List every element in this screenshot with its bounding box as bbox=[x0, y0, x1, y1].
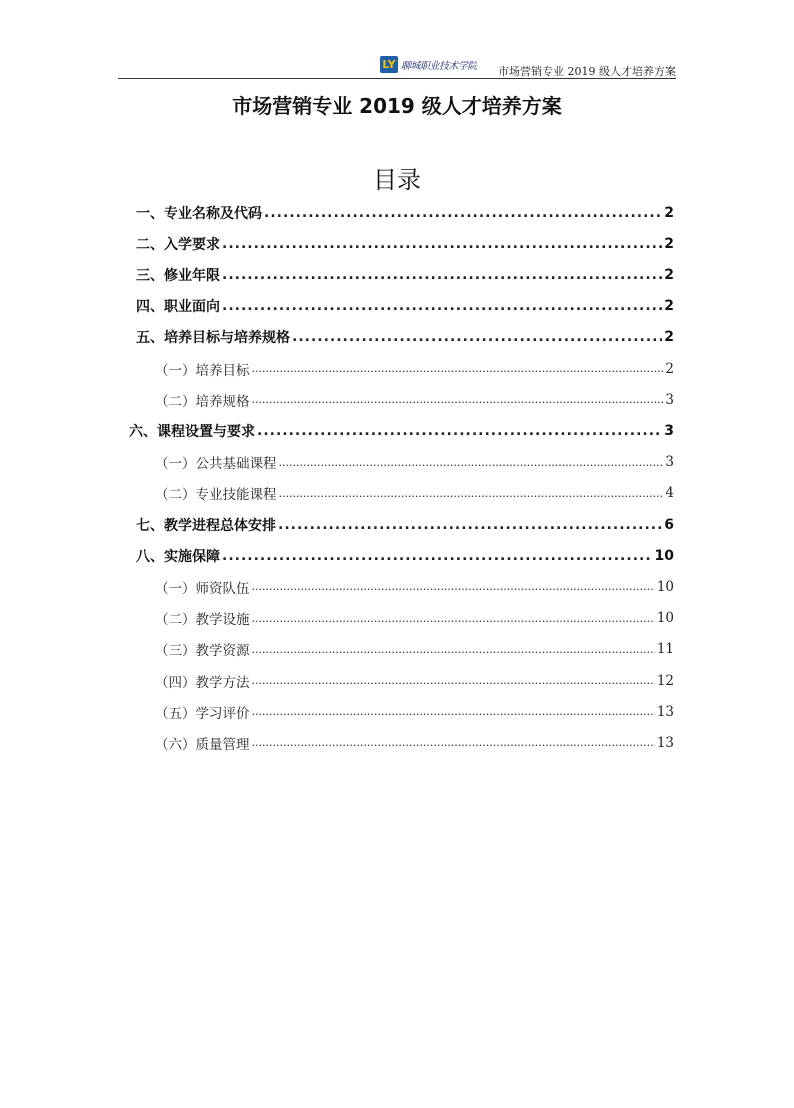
toc-entry[interactable] bbox=[136, 259, 674, 290]
toc-entry[interactable] bbox=[136, 540, 674, 571]
toc-entry[interactable] bbox=[155, 571, 674, 602]
toc-page-number: 13 bbox=[656, 703, 674, 720]
toc-leader-dots bbox=[264, 205, 662, 221]
toc-entry[interactable] bbox=[136, 291, 674, 322]
toc-leader-dots bbox=[252, 674, 655, 687]
toc-leader-dots bbox=[252, 393, 664, 406]
toc-page-number: 3 bbox=[665, 391, 674, 408]
toc-entry-label: （二）专业技能课程 bbox=[155, 487, 277, 504]
toc-page-number: 3 bbox=[664, 422, 674, 439]
toc-entry-label: （四）教学方法 bbox=[155, 674, 250, 691]
toc-page-number: 6 bbox=[664, 516, 674, 533]
toc-entry-label: （二）培养规格 bbox=[155, 393, 250, 410]
toc-entry-label: 四、职业面向 bbox=[136, 299, 220, 316]
toc-entry-label: 七、教学进程总体安排 bbox=[136, 517, 276, 534]
toc-page-number: 2 bbox=[664, 266, 674, 283]
header-divider bbox=[118, 78, 676, 79]
toc-entry-label: 一、专业名称及代码 bbox=[136, 205, 262, 222]
toc-entry-label: （一）培养目标 bbox=[155, 362, 250, 379]
toc-page-number: 2 bbox=[665, 360, 674, 377]
toc-entry[interactable] bbox=[155, 384, 674, 415]
toc-page-number: 11 bbox=[656, 641, 674, 658]
toc-leader-dots bbox=[279, 456, 664, 469]
toc-leader-dots bbox=[278, 517, 662, 533]
toc-leader-dots bbox=[252, 643, 655, 656]
toc-page-number: 2 bbox=[664, 298, 674, 315]
logo-text: 聊城职业技术学院 bbox=[401, 61, 477, 72]
toc-leader-dots bbox=[222, 236, 662, 252]
toc-entry[interactable] bbox=[155, 696, 674, 727]
toc-page-number: 4 bbox=[665, 485, 674, 502]
toc-entry[interactable] bbox=[136, 509, 674, 540]
toc-entry[interactable] bbox=[129, 415, 674, 446]
toc-entry[interactable] bbox=[155, 634, 674, 665]
toc-heading: 目录 bbox=[373, 166, 421, 194]
toc-page-number: 2 bbox=[664, 329, 674, 346]
toc-entry-label: （三）教学资源 bbox=[155, 643, 250, 660]
toc-entry[interactable] bbox=[136, 197, 674, 228]
toc-page-number: 10 bbox=[656, 610, 674, 627]
toc-entry-label: （一）公共基础课程 bbox=[155, 456, 277, 473]
toc-page-number: 13 bbox=[656, 734, 674, 751]
toc-entry[interactable] bbox=[155, 353, 674, 384]
toc-entry-label: （五）学习评价 bbox=[155, 705, 250, 722]
toc-entry-label: 五、培养目标与培养规格 bbox=[136, 330, 290, 347]
toc-entry-label: （一）师资队伍 bbox=[155, 580, 250, 597]
toc-entry[interactable] bbox=[155, 727, 674, 758]
toc-entry[interactable] bbox=[136, 322, 674, 353]
toc-leader-dots bbox=[252, 705, 655, 718]
document-title: 市场营销专业 2019 级人才培养方案 bbox=[232, 94, 562, 118]
toc-page-number: 3 bbox=[665, 454, 674, 471]
toc-leader-dots bbox=[252, 736, 655, 749]
toc-entry-label: （六）质量管理 bbox=[155, 736, 250, 753]
page-header bbox=[118, 54, 676, 80]
toc-entry-label: 二、入学要求 bbox=[136, 236, 220, 253]
toc-entry[interactable] bbox=[136, 228, 674, 259]
toc-entry[interactable] bbox=[155, 603, 674, 634]
toc-entry[interactable] bbox=[155, 478, 674, 509]
toc-leader-dots bbox=[222, 267, 662, 283]
toc-entry[interactable] bbox=[155, 665, 674, 696]
logo-badge bbox=[380, 56, 398, 73]
toc-page-number: 12 bbox=[656, 672, 674, 689]
running-title: 市场营销专业 2019 级人才培养方案 bbox=[498, 65, 676, 78]
toc-leader-dots bbox=[222, 548, 653, 564]
toc-leader-dots bbox=[292, 329, 662, 345]
toc-page-number: 10 bbox=[656, 578, 674, 595]
toc-leader-dots bbox=[279, 487, 664, 500]
toc-page-number: 2 bbox=[664, 235, 674, 252]
toc-entry-label: 六、课程设置与要求 bbox=[129, 423, 255, 440]
toc-entry-label: 八、实施保障 bbox=[136, 548, 220, 565]
toc-page-number: 2 bbox=[664, 204, 674, 221]
toc-page-number: 10 bbox=[654, 547, 674, 564]
toc-entry-label: 三、修业年限 bbox=[136, 267, 220, 284]
toc-entry-label: （二）教学设施 bbox=[155, 612, 250, 629]
toc-leader-dots bbox=[252, 580, 655, 593]
toc-leader-dots bbox=[252, 612, 655, 625]
toc-leader-dots bbox=[222, 298, 662, 314]
toc-leader-dots bbox=[257, 423, 662, 439]
toc-entry[interactable] bbox=[155, 447, 674, 478]
college-logo bbox=[380, 54, 486, 75]
logo-badge-text: LY bbox=[382, 58, 396, 71]
toc-leader-dots bbox=[252, 362, 664, 375]
